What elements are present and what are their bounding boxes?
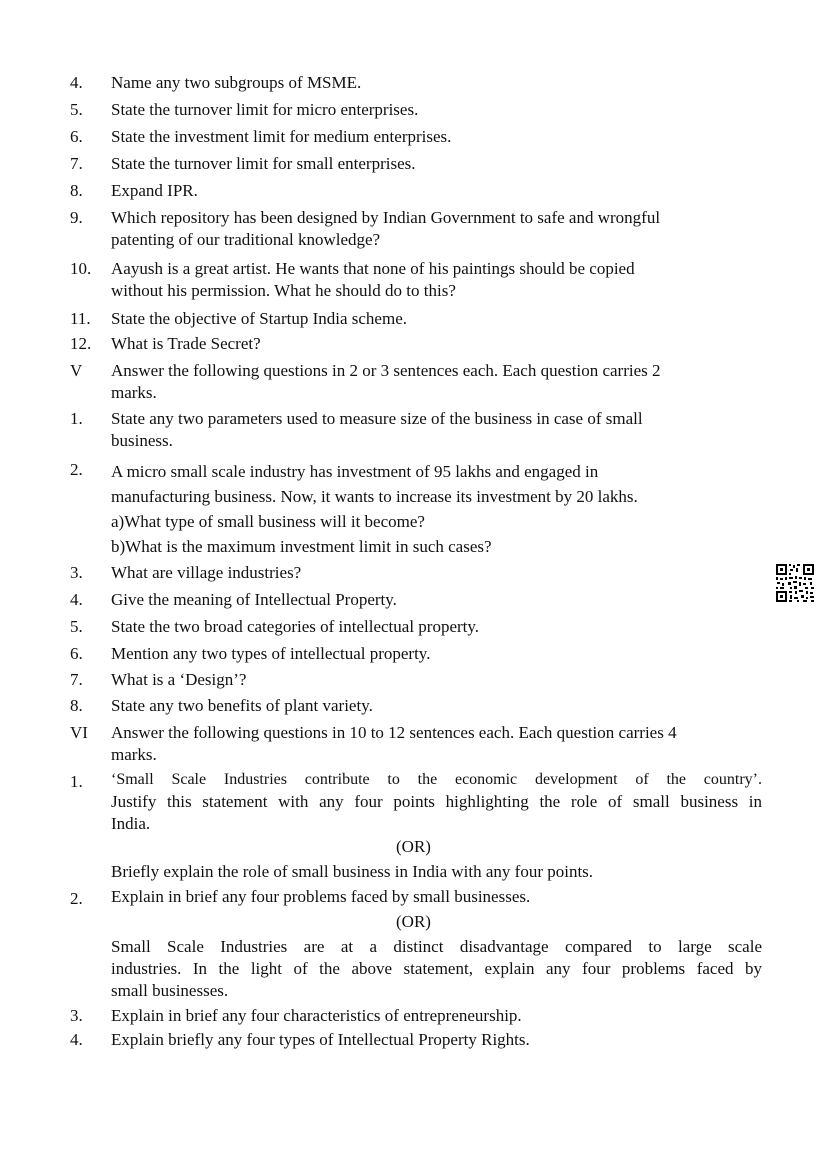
question-text: Explain in brief any four problems faced by small businesses. [111, 887, 531, 906]
section-instructions: marks. [111, 383, 157, 402]
question-number: 7. [70, 154, 83, 173]
question-text: India. [111, 814, 151, 833]
section-instructions: Answer the following questions in 2 or 3 sentences each. Each question carries 2 [111, 361, 661, 380]
question-text: Mention any two types of intellectual property. [111, 644, 431, 663]
question-number: 5. [70, 617, 83, 636]
question-number: 9. [70, 208, 83, 227]
question-text: ‘Small Scale Industries contribute to the economic development of the country’. [111, 771, 762, 788]
question-text: State the two broad categories of intellectual property. [111, 617, 480, 636]
question-text: What is Trade Secret? [111, 334, 261, 353]
question-text: Explain briefly any four types of Intellectual Property Rights. [111, 1030, 530, 1049]
question-text: What are village industries? [111, 563, 302, 582]
question-text: Briefly explain the role of small business in India with any four points. [111, 862, 594, 881]
question-number: 11. [70, 309, 91, 328]
question-number: 4. [70, 1030, 83, 1049]
question-text: State the turnover limit for small enterprises. [111, 154, 416, 173]
question-number: 6. [70, 644, 83, 663]
question-text: State any two parameters used to measure size of the business in case of small [111, 409, 643, 428]
question-number: 8. [70, 181, 83, 200]
question-number: 7. [70, 670, 83, 689]
question-text: patenting of our traditional knowledge? [111, 230, 381, 249]
question-text: small businesses. [111, 981, 229, 1000]
question-number: 4. [70, 73, 83, 92]
question-subpart: a)What type of small business will it become? [111, 512, 425, 531]
question-text: industries. In the light of the above statement, explain any four problems faced by [111, 959, 762, 978]
question-subpart: b)What is the maximum investment limit in such cases? [111, 537, 492, 556]
question-number: 6. [70, 127, 83, 146]
question-text: A micro small scale industry has investment of 95 lakhs and engaged in [111, 462, 599, 481]
question-text: Small Scale Industries are at a distinct disadvantage compared to large scale [111, 937, 762, 956]
question-text: Which repository has been designed by Indian Government to safe and wrongful [111, 208, 661, 227]
question-text: manufacturing business. Now, it wants to increase its investment by 20 lakhs. [111, 487, 638, 506]
question-text: What is a ‘Design’? [111, 670, 247, 689]
question-text: State any two benefits of plant variety. [111, 696, 373, 715]
question-number: 5. [70, 100, 83, 119]
question-number: 1. [70, 772, 83, 791]
section-instructions: marks. [111, 745, 157, 764]
section-instructions: Answer the following questions in 10 to 12 sentences each. Each question carries 4 [111, 723, 677, 742]
question-number: 10. [70, 259, 92, 278]
section-number: VI [70, 723, 88, 742]
question-number: 2. [70, 889, 83, 908]
or-divider: (OR) [396, 912, 431, 931]
question-number: 1. [70, 409, 83, 428]
question-text: Aayush is a great artist. He wants that none of his paintings should be copied [111, 259, 635, 278]
question-text: Justify this statement with any four points highlighting the role of small business in [111, 792, 762, 811]
question-text: Give the meaning of Intellectual Property. [111, 590, 397, 609]
question-number: 12. [70, 334, 92, 353]
question-number: 2. [70, 460, 83, 479]
question-text: Name any two subgroups of MSME. [111, 73, 362, 92]
question-text: State the objective of Startup India scheme. [111, 309, 407, 328]
question-text: State the investment limit for medium enterprises. [111, 127, 452, 146]
or-divider: (OR) [396, 837, 431, 856]
question-number: 3. [70, 563, 83, 582]
question-text: Expand IPR. [111, 181, 198, 200]
question-number: 8. [70, 696, 83, 715]
qr-code-icon [776, 564, 814, 602]
question-text: business. [111, 431, 173, 450]
question-text: without his permission. What he should do to this? [111, 281, 456, 300]
question-number: 4. [70, 590, 83, 609]
section-number: V [70, 361, 83, 380]
question-number: 3. [70, 1006, 83, 1025]
question-text: Explain in brief any four characteristics of entrepreneurship. [111, 1006, 522, 1025]
question-text: State the turnover limit for micro enterprises. [111, 100, 419, 119]
